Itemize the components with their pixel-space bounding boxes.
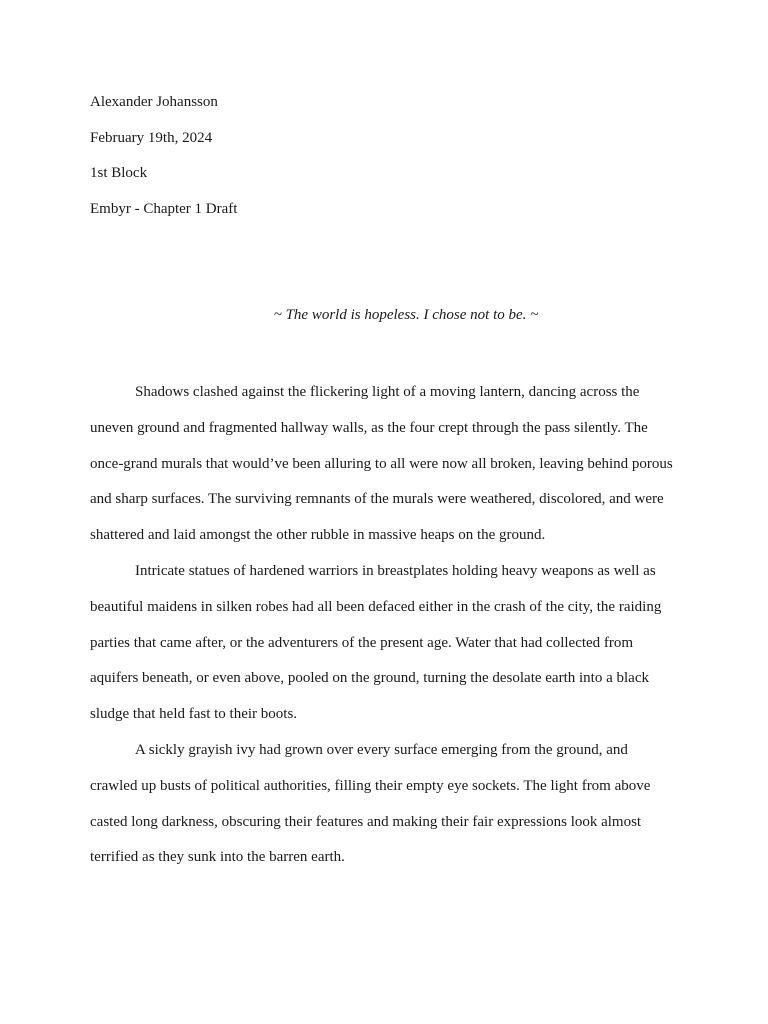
paragraph-line: uneven ground and fragmented hallway walls, as the four crept through the pass silently. The	[90, 419, 648, 436]
paragraph-line: terrified as they sunk into the barren earth.	[90, 849, 345, 866]
document-title: Embyr - Chapter 1 Draft	[90, 201, 238, 218]
document-header	[90, 93, 680, 236]
document-body	[90, 375, 680, 876]
document-date: February 19th, 2024	[90, 129, 213, 146]
paragraph-line: sludge that held fast to their boots.	[90, 706, 298, 723]
paragraph-line: beautiful maidens in silken robes had all been defaced either in the crash of the city, the raiding	[90, 598, 662, 615]
paragraph-line: Intricate statues of hardened warriors in breastplates holding heavy weapons as well as	[135, 562, 656, 579]
paragraph-3	[90, 733, 680, 876]
paragraph-2	[90, 554, 680, 733]
paragraph-line: shattered and laid amongst the other rubble in massive heaps on the ground.	[90, 527, 546, 544]
paragraph-line: casted long darkness, obscuring their features and making their fair expressions look almost	[90, 813, 642, 830]
class-block: 1st Block	[90, 165, 148, 182]
epigraph: ~ The world is hopeless. I chose not to be. ~	[273, 307, 539, 323]
author-name: Alexander Johansson	[90, 94, 218, 110]
paragraph-1	[90, 375, 680, 554]
paragraph-line: parties that came after, or the adventurers of the present age. Water that had collected from	[90, 634, 634, 651]
paragraph-line: and sharp surfaces. The surviving remnants of the murals were weathered, discolored, and were	[90, 491, 664, 508]
paragraph-line: Shadows clashed against the flickering light of a moving lantern, dancing across the	[135, 384, 640, 400]
paragraph-line: once-grand murals that would’ve been alluring to all were now all broken, leaving behind porous	[90, 455, 673, 472]
paragraph-line: aquifers beneath, or even above, pooled on the ground, turning the desolate earth into a black	[90, 670, 649, 687]
paragraph-line: crawled up busts of political authorities, filling their empty eye sockets. The light from above	[90, 777, 651, 794]
paragraph-line: A sickly grayish ivy had grown over every surface emerging from the ground, and	[135, 741, 628, 758]
